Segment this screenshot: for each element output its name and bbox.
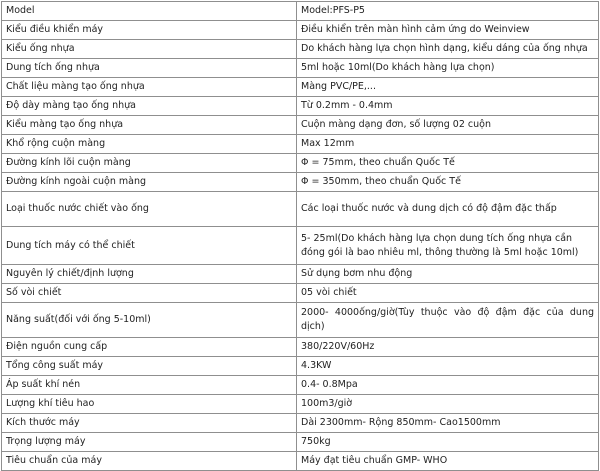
table-row <box>2 135 599 154</box>
table-row <box>2 78 599 97</box>
spec-value: 2000- 4000ống/giờ(Tùy thuộc vào độ đậm đặc của dung dịch) <box>297 303 599 338</box>
table-row <box>2 40 599 59</box>
spec-label: Độ dày màng tạo ống nhựa <box>2 97 297 116</box>
spec-label: Lượng khí tiêu hao <box>2 395 297 414</box>
spec-label: Chất liệu màng tạo ống nhựa <box>2 78 297 97</box>
spec-value: Máy đạt tiêu chuẩn GMP- WHO <box>297 452 599 471</box>
table-row <box>2 338 599 357</box>
spec-label: Dung tích ống nhựa <box>2 59 297 78</box>
spec-label: Điện nguồn cung cấp <box>2 338 297 357</box>
table-row <box>2 154 599 173</box>
spec-label: Tổng công suất máy <box>2 357 297 376</box>
table-row <box>2 433 599 452</box>
spec-label: Kích thước máy <box>2 414 297 433</box>
spec-label: Loại thuốc nước chiết vào ống <box>2 192 297 227</box>
table-row <box>2 395 599 414</box>
spec-label: Kiểu màng tạo ống nhựa <box>2 116 297 135</box>
table-row <box>2 173 599 192</box>
spec-label: Số vòi chiết <box>2 284 297 303</box>
spec-value: 750kg <box>297 433 599 452</box>
table-row <box>2 97 599 116</box>
table-row <box>2 284 599 303</box>
spec-value: Dài 2300mm- Rộng 850mm- Cao1500mm <box>297 414 599 433</box>
table-row <box>2 303 599 338</box>
spec-value: Điều khiển trên màn hình cảm ứng do Weinview <box>297 21 599 40</box>
table-row <box>2 116 599 135</box>
table-row <box>2 376 599 395</box>
spec-value: Các loại thuốc nước và dung dịch có độ đậm đặc thấp <box>297 192 599 227</box>
spec-value: Max 12mm <box>297 135 599 154</box>
spec-value: Sử dụng bơm nhu động <box>297 265 599 284</box>
table-row <box>2 2 599 21</box>
spec-table <box>1 1 599 471</box>
spec-label: Tiêu chuẩn của máy <box>2 452 297 471</box>
spec-label: Đường kính lõi cuộn màng <box>2 154 297 173</box>
spec-label: Trọng lượng máy <box>2 433 297 452</box>
spec-label: Model <box>2 2 297 21</box>
spec-value: 380/220V/60Hz <box>297 338 599 357</box>
spec-value: 100m3/giờ <box>297 395 599 414</box>
table-row <box>2 414 599 433</box>
table-row <box>2 21 599 40</box>
table-row <box>2 192 599 227</box>
spec-value: 5- 25ml(Do khách hàng lựa chọn dung tích ống nhựa cần đóng gói là bao nhiêu ml, thông thường là 5ml hoặc 10ml) <box>297 227 599 265</box>
table-row <box>2 59 599 78</box>
spec-value: Φ = 75mm, theo chuẩn Quốc Tế <box>297 154 599 173</box>
spec-label: Áp suất khí nén <box>2 376 297 395</box>
spec-value: 05 vòi chiết <box>297 284 599 303</box>
spec-value: Do khách hàng lựa chọn hình dạng, kiểu dáng của ống nhựa <box>297 40 599 59</box>
table-row <box>2 227 599 265</box>
spec-label: Dung tích máy có thể chiết <box>2 227 297 265</box>
spec-value: Từ 0.2mm - 0.4mm <box>297 97 599 116</box>
spec-label: Năng suất(đối với ống 5-10ml) <box>2 303 297 338</box>
spec-label: Kiểu điều khiển máy <box>2 21 297 40</box>
table-row <box>2 265 599 284</box>
spec-value: Cuộn màng dạng đơn, số lượng 02 cuộn <box>297 116 599 135</box>
spec-value: Φ = 350mm, theo chuẩn Quốc Tế <box>297 173 599 192</box>
spec-label: Khổ rộng cuộn màng <box>2 135 297 154</box>
spec-value: 0.4- 0.8Mpa <box>297 376 599 395</box>
table-row <box>2 357 599 376</box>
spec-value: Màng PVC/PE,... <box>297 78 599 97</box>
spec-label: Nguyên lý chiết/định lượng <box>2 265 297 284</box>
spec-label: Đường kính ngoài cuộn màng <box>2 173 297 192</box>
spec-value: Model:PFS-P5 <box>297 2 599 21</box>
spec-value: 4.3KW <box>297 357 599 376</box>
spec-label: Kiểu ống nhựa <box>2 40 297 59</box>
table-row <box>2 452 599 471</box>
spec-value: 5ml hoặc 10ml(Do khách hàng lựa chọn) <box>297 59 599 78</box>
